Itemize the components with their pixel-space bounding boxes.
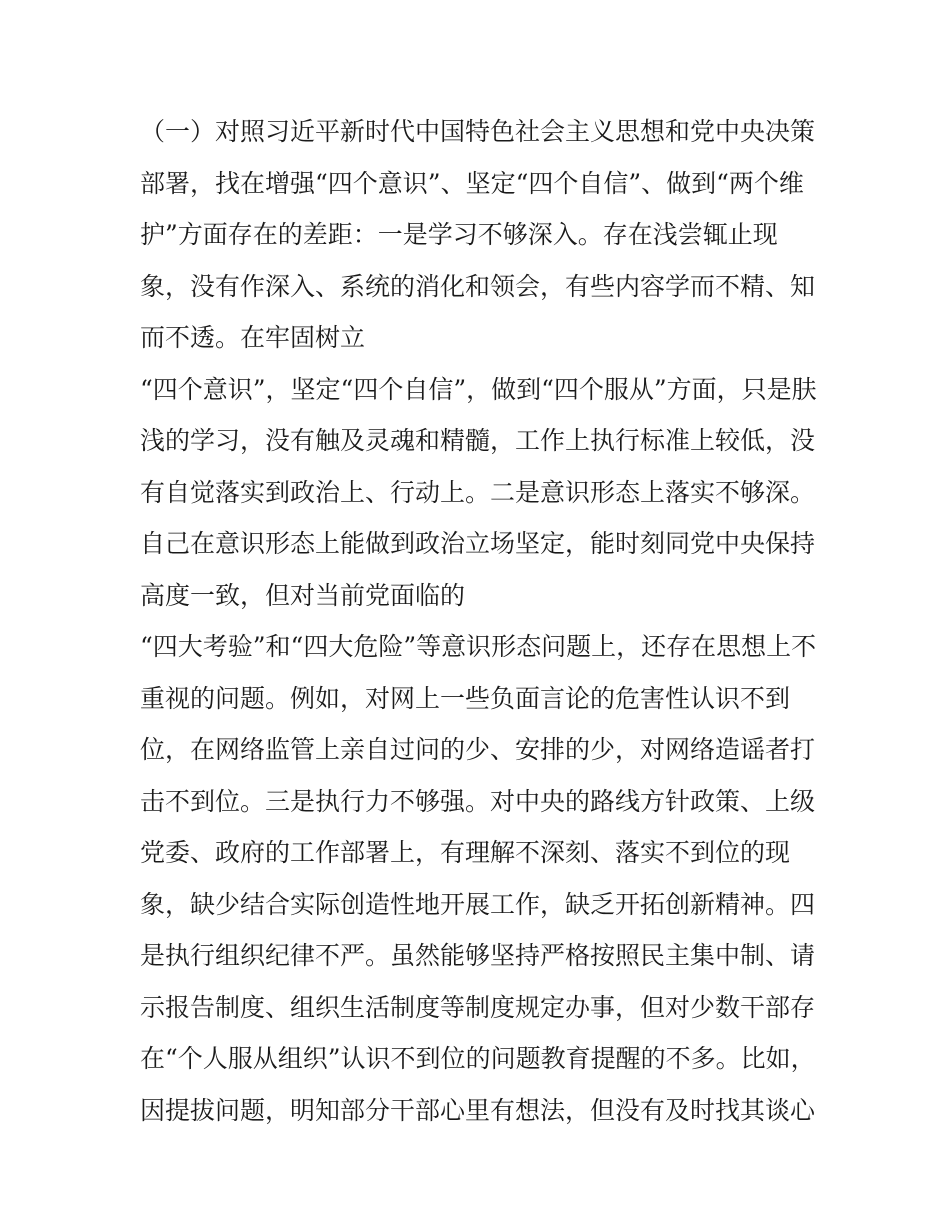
text-line: 高度一致，但对当前党面临的 — [140, 580, 466, 610]
text-line: 象，没有作深入、系统的消化和领会，有些内容学而不精、知 — [140, 271, 816, 301]
text-line: 部署，找在增强“四个意识”、坚定“四个自信”、做到“两个维 — [140, 168, 804, 198]
text-line: 击不到位。三是执行力不够强。对中央的路线方针政策、上级 — [140, 786, 816, 816]
text-line: 浅的学习，没有触及灵魂和精髓，工作上执行标准上较低，没 — [140, 426, 816, 455]
text-line: 位，在网络监管上亲自过问的少、安排的少，对网络造谣者打 — [140, 735, 816, 764]
text-line: 因提拔问题，明知部分干部心里有想法，但没有及时找其谈心 — [140, 1095, 816, 1125]
text-line: 是执行组织纪律不严。虽然能够坚持严格按照民主集中制、请 — [140, 941, 816, 970]
text-line: 护”方面存在的差距：一是学习不够深入。存在浅尝辄止现 — [140, 220, 778, 249]
text-line: 有自觉落实到政治上、行动上。二是意识形态上落实不够深。 — [140, 477, 816, 507]
text-line: 重视的问题。例如，对网上一些负面言论的危害性认识不到 — [140, 683, 791, 713]
text-line: “四个意识”，坚定“四个自信”，做到“四个服从”方面，只是肤 — [140, 374, 817, 404]
text-line: 自己在意识形态上能做到政治立场坚定，能时刻同党中央保持 — [140, 529, 816, 558]
text-line: 在“个人服从组织”认识不到位的问题教育提醒的不多。比如， — [140, 1044, 816, 1073]
text-line: 象，缺少结合实际创造性地开展工作，缺乏开拓创新精神。四 — [140, 889, 816, 919]
text-line: 而不透。在牢固树立 — [140, 323, 366, 352]
text-line: 党委、政府的工作部署上，有理解不深刻、落实不到位的现 — [140, 838, 791, 867]
text-line: “四大考验”和“四大危险”等意识形态问题上，还存在思想上不 — [140, 632, 817, 661]
body-text — [140, 106, 820, 1136]
text-line: （一）对照习近平新时代中国特色社会主义思想和党中央决策 — [140, 117, 816, 146]
text-line: 示报告制度、组织生活制度等制度规定办事，但对少数干部存 — [140, 992, 816, 1022]
